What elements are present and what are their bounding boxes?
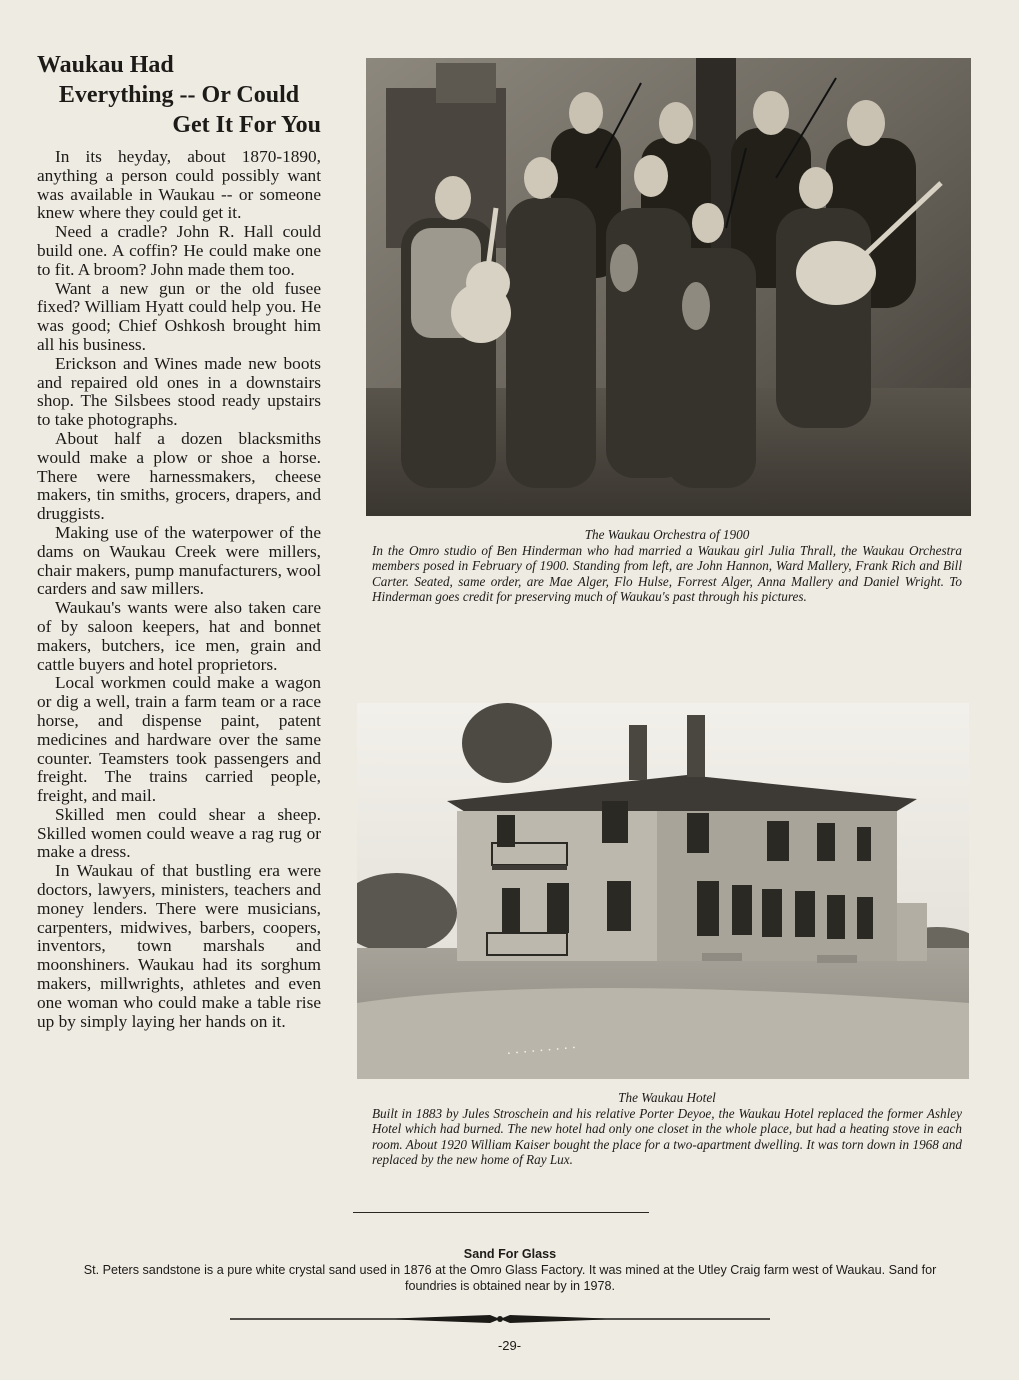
hotel-caption (372, 1090, 962, 1168)
sidebar-note (60, 1246, 960, 1294)
article-title-line-2: Everything -- Or Could (58, 82, 300, 108)
sidebar-title: Sand For Glass (463, 1247, 557, 1261)
article-paragraph: Want a new gun or the old fusee fixed? William Hyatt could help you. He was good; Chief Oshkosh brought him all his business. (37, 278, 321, 354)
article-paragraph: Skilled men could shear a sheep. Skilled women could weave a rag rug or make a dress. (37, 804, 321, 862)
ornamental-rule (230, 1311, 770, 1327)
article-title-line-1: Waukau Had (37, 52, 174, 78)
sidebar-body: St. Peters sandstone is a pure white crystal sand used in 1876 at the Omro Glass Factory. It was mined at the Utley Craig farm west of Waukau. Sand for foundries is obtained near by in 1978. (83, 1263, 937, 1293)
section-divider (353, 1212, 649, 1213)
article-paragraph: In its heyday, about 1870-1890, anything a person could possibly want was available in Waukau -- or someone knew where they could get it. (37, 147, 321, 223)
svg-text:· · · · · · · · ·: · · · · · · · · · (506, 1040, 578, 1062)
article-paragraph: Erickson and Wines made new boots and repaired old ones in a downstairs shop. The Silsbees stood ready upstairs to take photographs. (37, 353, 321, 430)
article-paragraph: Making use of the waterpower of the dams on Waukau Creek were millers, chair makers, pump manufacturers, wool carders and saw millers. (37, 522, 321, 599)
orchestra-caption (372, 527, 962, 605)
article-paragraph: In Waukau of that bustling era were doctors, lawyers, ministers, teachers and money lenders. There were musicians, carpenters, midwives, barbers, coopers, inventors, town marshals and moonshiners. Waukau had its sorghum makers, millwrights, athletes and even one woman who could make a table rise up by simply laying her hands on it. (37, 861, 321, 1031)
orchestra-photo (366, 58, 971, 516)
article-paragraph: Waukau's wants were also taken care of by saloon keepers, hat and bonnet makers, butchers, ice men, grain and cattle buyers and hotel proprietors. (37, 598, 321, 674)
orchestra-caption-title: The Waukau Orchestra of 1900 (584, 527, 750, 542)
article-body (37, 148, 321, 1031)
article-paragraph: About half a dozen blacksmiths would make a plow or shoe a horse. There were harnessmakers, cheese makers, tin smiths, grocers, drapers, and druggists. (37, 428, 321, 524)
orchestra-caption-body: In the Omro studio of Ben Hinderman who had married a Waukau girl Julia Thrall, the Waukau Orchestra members posed in February of 1900. Standing from left, are John Hannon, Ward Mallery, Frank Rich and Bill Carter. Seated, same order, are Mae Alger, Flo Hulse, Forrest Alger, Anna Mallery and Daniel Wright. To Hinderman goes credit for preserving much of Waukau's past through his pictures. (372, 542, 962, 604)
article-title-line-3: Get It For You (172, 112, 321, 138)
hotel-caption-body: Built in 1883 by Jules Stroschein and his relative Porter Deyoe, the Waukau Hotel replaced the former Ashley Hotel which had burned. The new hotel had only one closet in the whole place, but had a heating stove in each room. About 1920 William Kaiser bought the place for a two-apartment dwelling. It was torn down in 1968 and replaced by the new home of Ray Lux. (372, 1105, 962, 1167)
page-number: -29- (497, 1338, 522, 1353)
article-paragraph: Need a cradle? John R. Hall could build one. A coffin? He could make one to fit. A broom? John made them too. (37, 222, 321, 279)
hotel-photo (357, 703, 969, 1079)
article-title (37, 50, 321, 140)
article-paragraph: Local workmen could make a wagon or dig a well, train a farm team or a race horse, and dispense paint, patent medicines and hardware over the same counter. Teamsters took passengers and freight. The trains carried people, freight, and mail. (37, 673, 321, 806)
hotel-caption-title: The Waukau Hotel (618, 1090, 716, 1105)
